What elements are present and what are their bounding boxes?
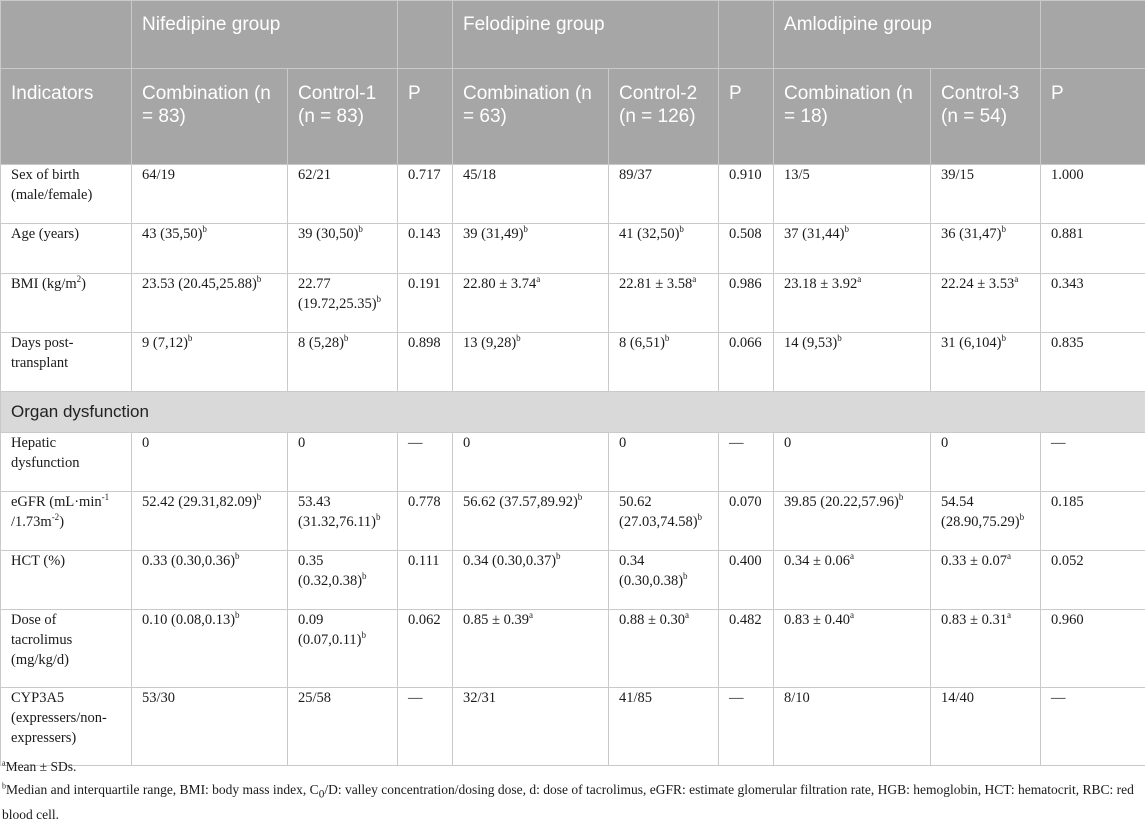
header-empty-cell [719,1,774,69]
cell-value: 0.778 [408,494,441,510]
cell-value: 0 [619,435,626,451]
cell-value: 0.070 [729,494,762,510]
table-cell [453,433,609,492]
table-cell [719,433,774,492]
table-cell [288,433,398,492]
footnote-mark: a [2,759,6,768]
row-label-text: ) [59,514,64,530]
footnote-mark: a [692,274,696,284]
cell-value: — [1051,435,1066,451]
footnote-mark: b [899,492,904,502]
cell-value: — [1051,690,1066,706]
table-cell [453,551,609,610]
cell-value: 22.24 ± 3.53 [941,276,1014,292]
cell-value: 23.18 ± 3.92 [784,276,857,292]
cell-value: 23.53 (20.45,25.88) [142,276,257,292]
table-cell [288,492,398,551]
cell-value: 0.717 [408,167,441,183]
cell-value: 22.80 ± 3.74 [463,276,536,292]
row-label [1,333,132,392]
table-cell [609,165,719,224]
footnote-mark: b [665,333,670,343]
cell-value: 0.482 [729,612,762,628]
cell-value: 0.85 ± 0.39 [463,612,529,628]
table-cell [288,224,398,274]
row-label-text: Sex of birth (male/female) [11,167,92,203]
table-cell [398,551,453,610]
footnote-mark: a [685,610,689,620]
footnote-mark: b [2,782,6,791]
column-header: Combination (n = 83) [132,69,288,165]
table-row [1,224,1145,274]
table-cell [774,492,931,551]
cell-value: 53.43 (31.32,76.11) [298,494,376,530]
superscript: 2 [77,274,82,284]
table-cell [719,333,774,392]
footnote-mark: b [698,512,703,522]
table-cell [774,610,931,688]
cell-value: 31 (6,104) [941,335,1001,351]
table-cell [398,165,453,224]
row-label [1,551,132,610]
table-cell [774,274,931,333]
footnote-mark: b [679,224,684,234]
cell-value: 0.83 ± 0.40 [784,612,850,628]
table-cell [398,492,453,551]
table-cell [132,224,288,274]
table-cell [609,610,719,688]
row-label [1,688,132,766]
cell-value: 0.143 [408,226,441,242]
group-header-amlodipine: Amlodipine group [774,1,1041,69]
table-row [1,433,1145,492]
table-cell [132,433,288,492]
cell-value: 0.191 [408,276,441,292]
cell-value: 14 (9,53) [784,335,837,351]
footnote-mark: b [1001,333,1006,343]
cell-value: 1.000 [1051,167,1084,183]
cell-value: 8 (5,28) [298,335,344,351]
cell-value: 39 (30,50) [298,226,358,242]
table-cell [719,492,774,551]
cell-value: 39.85 (20.22,57.96) [784,494,899,510]
footnote-mark: b [362,630,367,640]
table-cell [609,274,719,333]
cell-value: 0.835 [1051,335,1084,351]
table-cell [453,333,609,392]
footnote-mark: a [850,551,854,561]
cell-value: 25/58 [298,690,331,706]
footnote-mark: b [837,333,842,343]
cell-value: 0.33 ± 0.07 [941,553,1007,569]
row-label-text: BMI (kg/m [11,276,77,292]
table-row [1,274,1145,333]
cell-value: 0.508 [729,226,762,242]
footnote-mark: b [257,492,262,502]
footnote-mark: b [362,571,367,581]
table-row [1,688,1145,766]
footnote-mark: b [683,571,688,581]
table-cell [453,610,609,688]
footnote-mark: b [202,224,207,234]
table-cell [398,224,453,274]
table-cell [132,551,288,610]
table-cell [288,688,398,766]
row-label-text: Days post-transplant [11,335,73,371]
table-cell [398,688,453,766]
cell-value: 0.052 [1051,553,1084,569]
column-header: Control-2 (n = 126) [609,69,719,165]
cell-value: 89/37 [619,167,652,183]
table-cell [453,224,609,274]
row-label-text: /1.73m [11,514,52,530]
footnote-mark: b [844,224,849,234]
table-cell [931,274,1041,333]
cell-value: 0.343 [1051,276,1084,292]
cell-value: — [729,690,744,706]
table-cell [288,551,398,610]
table-cell [453,688,609,766]
table-cell [1041,165,1145,224]
table-cell [609,224,719,274]
cell-value: 0.066 [729,335,762,351]
row-label [1,433,132,492]
cell-value: 43 (35,50) [142,226,202,242]
table-cell [288,274,398,333]
cell-value: 22.77 (19.72,25.35) [298,276,377,312]
table-cell [774,433,931,492]
table-cell [132,492,288,551]
group-header-row [1,1,1145,69]
footnote-mark: a [1007,551,1011,561]
table-cell [774,165,931,224]
table-cell [931,610,1041,688]
row-label [1,224,132,274]
row-label-text: HCT (%) [11,553,65,569]
table-cell [931,333,1041,392]
footnote-mark: a [857,274,861,284]
footnote-mark: a [1014,274,1018,284]
section-row [1,392,1145,433]
column-header: P [719,69,774,165]
cell-value: 9 (7,12) [142,335,188,351]
cell-value: 0 [142,435,149,451]
cell-value: 41/85 [619,690,652,706]
cell-value: 50.62 (27.03,74.58) [619,494,698,530]
section-title: Organ dysfunction [1,392,1145,433]
row-label [1,274,132,333]
cell-value: 52.42 (29.31,82.09) [142,494,257,510]
cell-value: 56.62 (37.57,89.92) [463,494,578,510]
cell-value: 0.09 (0.07,0.11) [298,612,362,648]
cell-value: 22.81 ± 3.58 [619,276,692,292]
row-label-text: Hepatic dysfunction [11,435,79,471]
cell-value: 0 [463,435,470,451]
footnote-text: Mean ± SDs. [6,759,77,774]
cell-value: 0 [941,435,948,451]
cell-value: 0.111 [408,553,440,569]
cell-value: 0 [784,435,791,451]
cell-value: 41 (32,50) [619,226,679,242]
cell-value: 0.185 [1051,494,1084,510]
footnote-mark: a [529,610,533,620]
table-cell [288,333,398,392]
cell-value: 0.88 ± 0.30 [619,612,685,628]
table-cell [931,224,1041,274]
table-cell [1041,224,1145,274]
table-row [1,492,1145,551]
table-row [1,551,1145,610]
footnote-mark: b [376,512,381,522]
footnote-mark: b [516,333,521,343]
table-body [1,165,1145,766]
cell-value: 45/18 [463,167,496,183]
cell-value: 0.83 ± 0.31 [941,612,1007,628]
cell-value: 0.34 ± 0.06 [784,553,850,569]
cell-value: 0.898 [408,335,441,351]
cell-value: 0.400 [729,553,762,569]
footnote-mark: b [377,294,382,304]
footnote-mark: b [523,224,528,234]
footnote-mark: b [344,333,349,343]
row-label-text: eGFR (mL·min [11,494,102,510]
group-header-nifedipine: Nifedipine group [132,1,398,69]
cell-value: — [408,435,423,451]
cell-value: 0.062 [408,612,441,628]
row-label-text: ) [81,276,86,292]
footnote-mark: b [1020,512,1025,522]
table-cell [132,688,288,766]
column-header: Combination (n = 63) [453,69,609,165]
cell-value: 0.34 (0.30,0.37) [463,553,556,569]
indicators-header: Indicators [1,69,132,165]
row-label-text: CYP3A5 (expressers/non-expressers) [11,690,107,746]
table-cell [609,688,719,766]
cell-value: 14/40 [941,690,974,706]
row-label [1,492,132,551]
cell-value: 13 (9,28) [463,335,516,351]
table-cell [453,492,609,551]
table-cell [931,551,1041,610]
table-row [1,333,1145,392]
superscript: -2 [52,512,60,522]
column-header: Control-3 (n = 54) [931,69,1041,165]
table-cell [774,224,931,274]
footnote-mark: a [1007,610,1011,620]
table-cell [1041,610,1145,688]
table-cell [931,492,1041,551]
cell-value: 64/19 [142,167,175,183]
table-row [1,610,1145,688]
row-label [1,165,132,224]
table-cell [1041,492,1145,551]
cell-value: 62/21 [298,167,331,183]
footnote-a [2,757,1137,776]
cell-value: 39 (31,49) [463,226,523,242]
table-cell [719,274,774,333]
column-header: Combination (n = 18) [774,69,931,165]
cell-value: 8 (6,51) [619,335,665,351]
cell-value: 39/15 [941,167,974,183]
table-cell [931,165,1041,224]
table-cell [719,688,774,766]
footnote-b [2,780,1137,824]
table-cell [398,274,453,333]
cell-value: 0.960 [1051,612,1084,628]
table-cell [453,274,609,333]
table-cell [719,610,774,688]
footnote-mark: b [1001,224,1006,234]
table-cell [132,333,288,392]
cell-value: 0.10 (0.08,0.13) [142,612,235,628]
table-cell [1041,688,1145,766]
header-empty-cell [398,1,453,69]
cell-value: 37 (31,44) [784,226,844,242]
cell-value: 32/31 [463,690,496,706]
cell-value: 0 [298,435,305,451]
column-header: P [398,69,453,165]
table-cell [1041,433,1145,492]
cell-value: — [408,690,423,706]
table-cell [774,551,931,610]
table-cell [609,551,719,610]
footnote-mark: b [235,610,240,620]
cell-value: 0.35 (0.32,0.38) [298,553,362,589]
table-cell [398,433,453,492]
cell-value: 0.910 [729,167,762,183]
group-header-felodipine: Felodipine group [453,1,719,69]
table-cell [774,333,931,392]
table-cell [132,274,288,333]
footnote-subscript: 0 [319,789,325,801]
cell-value: 54.54 (28.90,75.29) [941,494,1020,530]
cell-value: 0.34 (0.30,0.38) [619,553,683,589]
row-label-text: Age (years) [11,226,79,242]
column-header: P [1041,69,1145,165]
footnote-text: /D: valley concentration/dosing dose, d: dose of tacrolimus, eGFR: estimate glomerular filtration rate, HGB: hemoglobin, HCT: hematocrit, RBC: red blood cell. [2,782,1134,822]
table-cell [719,551,774,610]
table-cell [132,610,288,688]
footnote-mark: a [850,610,854,620]
cell-value: 8/10 [784,690,810,706]
cell-value: 0.986 [729,276,762,292]
table-cell [1041,274,1145,333]
cell-value: 0.33 (0.30,0.36) [142,553,235,569]
table-cell [609,433,719,492]
header-empty-cell [1,1,132,69]
footnotes [0,757,1139,828]
table-cell [132,165,288,224]
row-label [1,610,132,688]
cell-value: 53/30 [142,690,175,706]
table-cell [931,433,1041,492]
table-cell [288,610,398,688]
cell-value: 13/5 [784,167,810,183]
footnote-mark: b [188,333,193,343]
footnote-mark: b [556,551,561,561]
footnote-mark: a [536,274,540,284]
header-empty-cell [1041,1,1145,69]
row-label-text: Dose of tacrolimus (mg/kg/d) [11,612,72,668]
table-cell [398,610,453,688]
cell-value: — [729,435,744,451]
table-cell [453,165,609,224]
cell-value: 0.881 [1051,226,1084,242]
footnote-mark: b [235,551,240,561]
table-cell [398,333,453,392]
superscript: -1 [102,492,110,502]
footnote-mark: b [358,224,363,234]
table-cell [1041,551,1145,610]
table-cell [288,165,398,224]
table-cell [774,688,931,766]
cell-value: 36 (31,47) [941,226,1001,242]
footnote-mark: b [578,492,583,502]
footnote-text: Median and interquartile range, BMI: body mass index, C [6,782,319,797]
column-header: Control-1 (n = 83) [288,69,398,165]
table-cell [1041,333,1145,392]
table-cell [609,492,719,551]
table-cell [931,688,1041,766]
footnote-mark: b [257,274,262,284]
table-cell [609,333,719,392]
column-header-row [1,69,1145,165]
table-cell [719,224,774,274]
table-row [1,165,1145,224]
table-cell [719,165,774,224]
